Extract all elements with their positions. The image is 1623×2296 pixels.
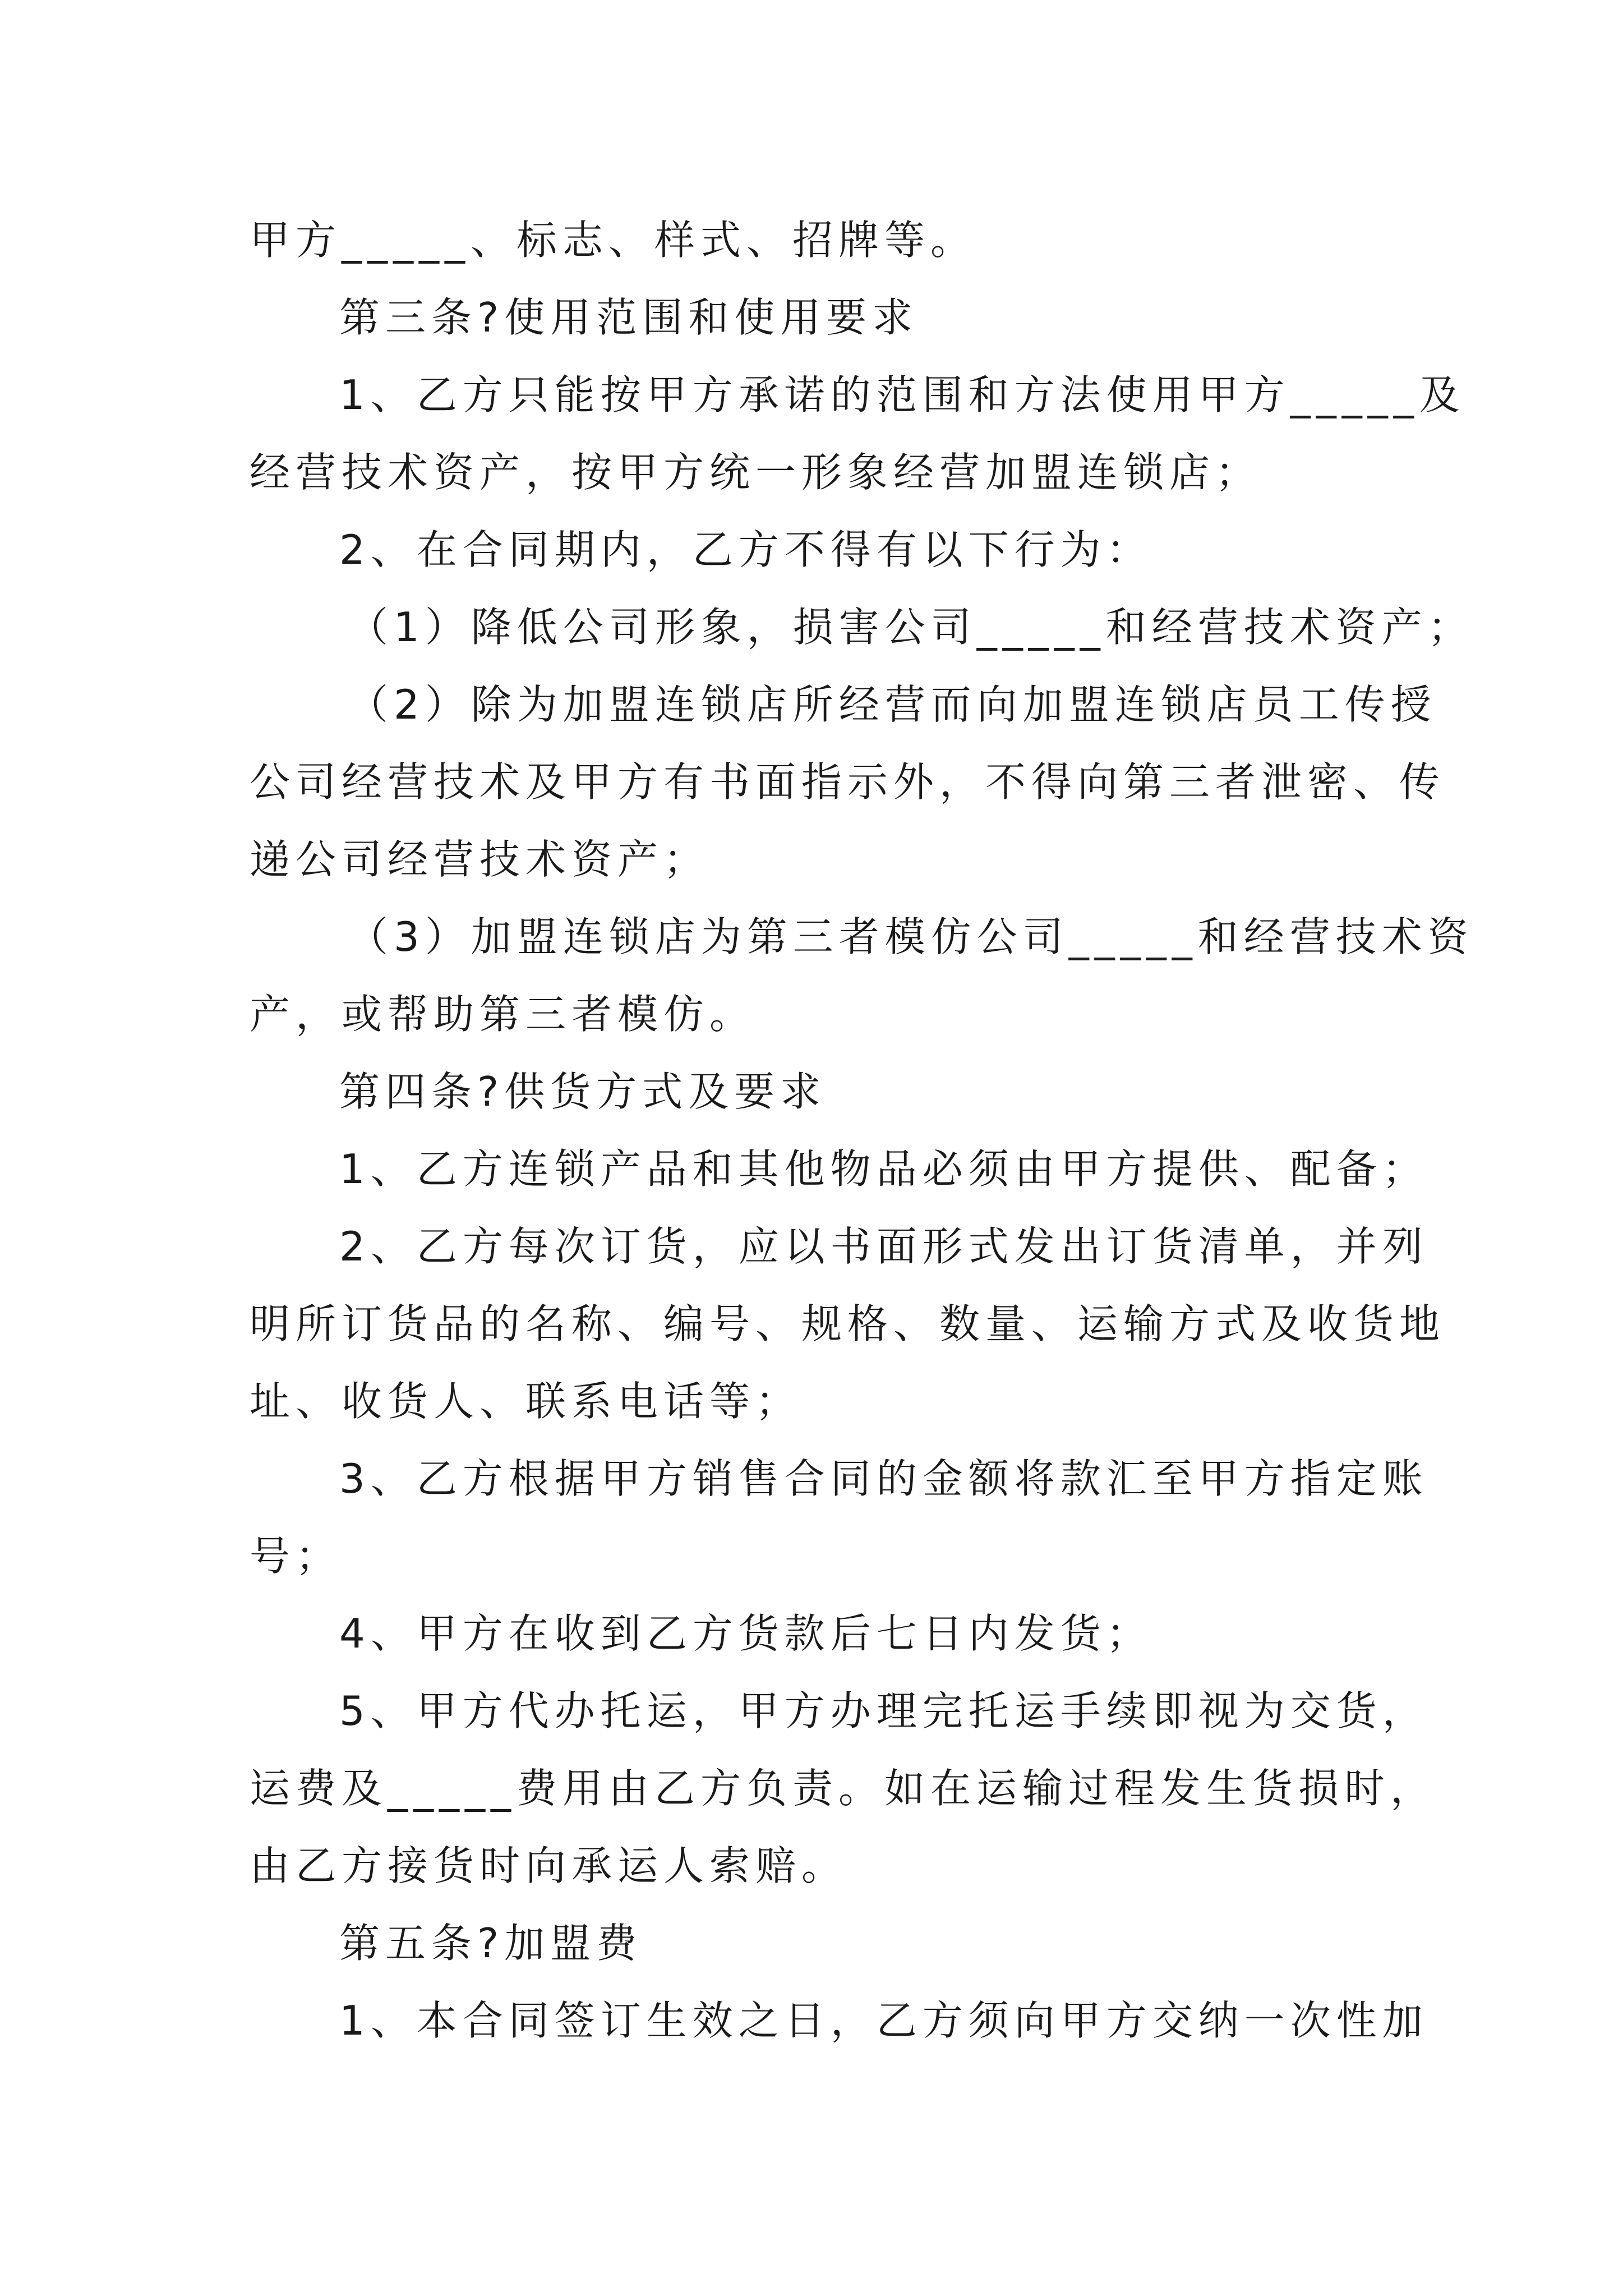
text-line: 2、在合同期内，乙方不得有以下行为： bbox=[339, 526, 1152, 573]
text-line: 2、乙方每次订货，应以书面形式发出订货清单，并列 bbox=[339, 1223, 1428, 1270]
text-line: 1、乙方只能按甲方承诺的范围和方法使用甲方_____及 bbox=[339, 371, 1465, 418]
text-line: 明所订货品的名称、编号、规格、数量、运输方式及收货地 bbox=[250, 1300, 1446, 1347]
section-heading: 第五条?加盟费 bbox=[339, 1920, 643, 1967]
text-line: 运费及_____费用由乙方负责。如在运输过程发生货损时， bbox=[250, 1765, 1437, 1812]
text-line: 公司经营技术及甲方有书面指示外，不得向第三者泄密、传 bbox=[250, 758, 1446, 806]
text-line: 址、收货人、联系电话等； bbox=[250, 1378, 802, 1425]
text-line: （2）除为加盟连锁店所经营而向加盟连锁店员工传授 bbox=[348, 681, 1437, 728]
text-line: 号； bbox=[250, 1533, 342, 1580]
text-line: 甲方_____、标志、样式、招牌等。 bbox=[250, 217, 977, 264]
text-line: （1）降低公司形象，损害公司_____和经营技术资产； bbox=[348, 604, 1474, 651]
text-line: （3）加盟连锁店为第三者模仿公司_____和经营技术资 bbox=[348, 913, 1474, 960]
section-heading: 第四条?供货方式及要求 bbox=[339, 1068, 827, 1115]
text-line: 产，或帮助第三者模仿。 bbox=[250, 991, 756, 1038]
text-line: 1、乙方连锁产品和其他物品必须由甲方提供、配备； bbox=[339, 1145, 1428, 1193]
text-line: 由乙方接货时向承运人索赔。 bbox=[250, 1842, 848, 1889]
text-line: 4、甲方在收到乙方货款后七日内发货； bbox=[339, 1610, 1152, 1657]
text-line: 1、本合同签订生效之日，乙方须向甲方交纳一次性加 bbox=[339, 1997, 1428, 2044]
text-line: 3、乙方根据甲方销售合同的金额将款汇至甲方指定账 bbox=[339, 1455, 1428, 1502]
text-line: 递公司经营技术资产； bbox=[250, 836, 710, 883]
text-line: 经营技术资产，按甲方统一形象经营加盟连锁店； bbox=[250, 449, 1262, 496]
text-line: 5、甲方代办托运，甲方办理完托运手续即视为交货， bbox=[339, 1687, 1428, 1734]
section-heading: 第三条?使用范围和使用要求 bbox=[339, 294, 919, 341]
